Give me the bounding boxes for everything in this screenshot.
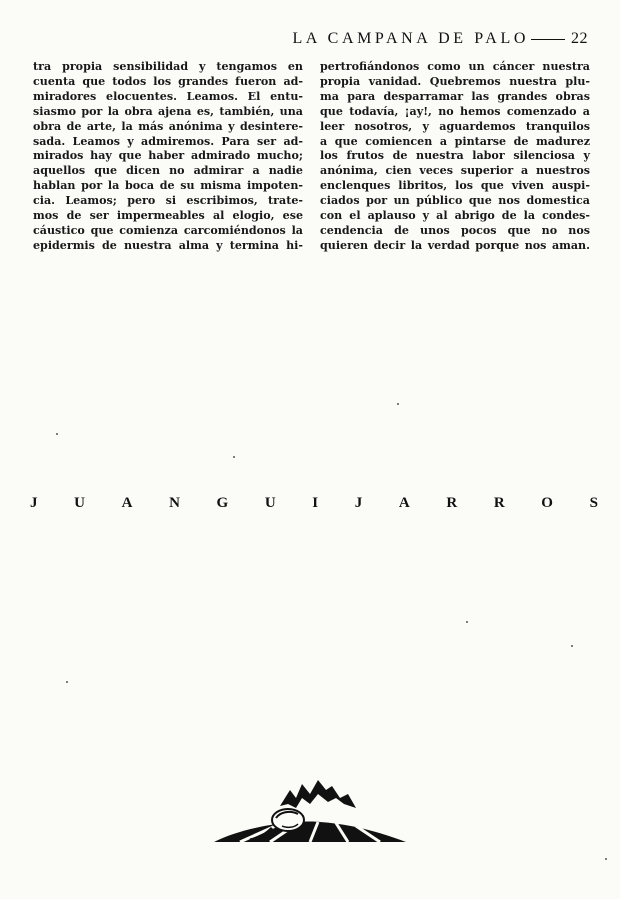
- text-line: obra de arte, la más anónima y desintere-: [33, 119, 303, 133]
- text-column-left: [33, 60, 303, 254]
- text-line: tra propia sensibilidad y tengamos en: [33, 60, 303, 73]
- signature-letter: S: [589, 495, 598, 511]
- signature-letter: G: [216, 495, 229, 511]
- signature-letter: J: [354, 495, 363, 511]
- text-line: cáustico que comienza carcomiéndonos la: [33, 223, 303, 237]
- signature-letter: R: [446, 495, 458, 511]
- text-line: cia. Leamos; pero si escribimos, trate-: [33, 194, 303, 208]
- text-line: los frutos de nuestra labor silenciosa y: [320, 149, 590, 163]
- running-header: [292, 30, 588, 48]
- page-number: 22: [571, 30, 588, 47]
- text-line: ciados por un público que nos domestica: [320, 194, 590, 208]
- signature-letter: U: [74, 495, 85, 511]
- text-line: mirados hay que haber admirado mucho;: [33, 149, 303, 163]
- text-line: ma para desparramar las grandes obras: [320, 89, 590, 103]
- text-line: cendencia de unos pocos que no nos: [320, 223, 590, 237]
- landscape-vignette-icon: [210, 768, 410, 850]
- text-line: miradores elocuentes. Leamos. El entu-: [33, 89, 303, 103]
- text-line: sada. Leamos y admiremos. Para ser ad-: [33, 134, 303, 148]
- print-speck: [466, 621, 468, 623]
- text-line: epidermis de nuestra alma y termina hi-: [33, 238, 303, 252]
- print-speck: [571, 645, 573, 647]
- print-speck: [605, 858, 607, 860]
- signature-letter: A: [398, 495, 410, 511]
- text-line: anónima, cien veces superior a nuestros: [320, 164, 590, 178]
- header-dash: [531, 39, 565, 40]
- text-line: pertrofiándonos como un cáncer nuestra: [320, 60, 590, 73]
- text-line: mos de ser impermeables al elogio, ese: [33, 209, 303, 223]
- signature-letter: J: [30, 495, 38, 511]
- text-column-right: [320, 60, 590, 254]
- print-speck: [233, 456, 235, 458]
- signature-letter: N: [169, 495, 180, 511]
- author-signature: [30, 495, 598, 512]
- text-line: aquellos que dicen no admirar a nadie: [33, 164, 303, 178]
- text-line: siasmo por la obra ajena es, también, una: [33, 104, 303, 118]
- text-line: que todavía, ¡ay!, no hemos comenzado a: [320, 104, 590, 118]
- text-line: propia vanidad. Quebremos nuestra plu-: [320, 74, 590, 88]
- text-line: con el aplauso y al abrigo de la condes-: [320, 209, 590, 223]
- text-line: hablan por la boca de su misma impoten-: [33, 179, 303, 193]
- signature-letter: A: [121, 495, 133, 511]
- journal-title: LA CAMPANA DE PALO: [292, 30, 529, 47]
- text-line: enclenques libritos, los que viven auspi-: [320, 179, 590, 193]
- signature-letter: U: [264, 495, 276, 511]
- print-speck: [397, 403, 399, 405]
- print-speck: [66, 681, 68, 683]
- text-line: leer nosotros, y aguardemos tranquilos: [320, 119, 590, 133]
- signature-letter: R: [493, 495, 505, 511]
- print-speck: [56, 433, 58, 435]
- text-line: quieren decir la verdad porque nos aman.: [320, 238, 590, 252]
- text-line: cuenta que todos los grandes fueron ad-: [33, 74, 303, 88]
- text-line: a que comiencen a pintarse de madurez: [320, 134, 590, 148]
- signature-letter: O: [541, 495, 553, 511]
- signature-letter: I: [312, 495, 319, 511]
